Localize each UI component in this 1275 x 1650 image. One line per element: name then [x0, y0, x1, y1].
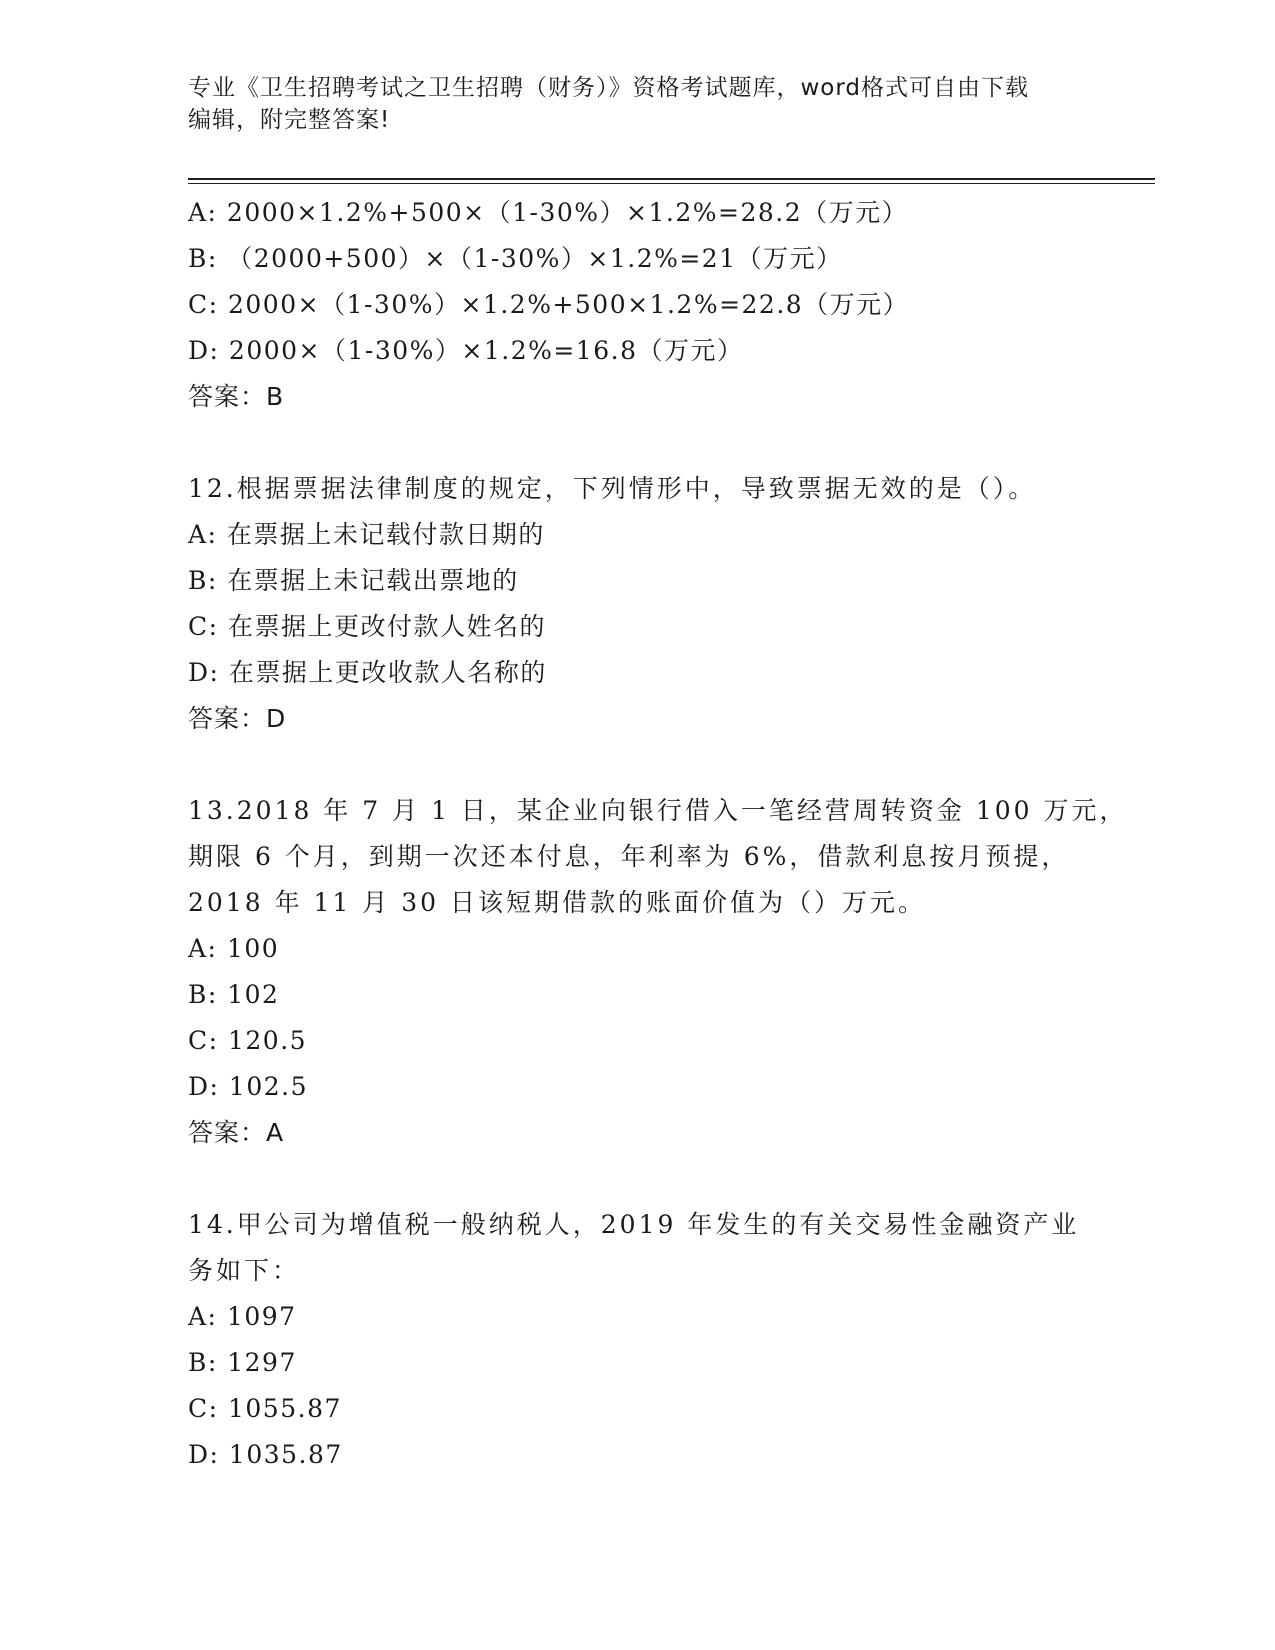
header-divider-thin: [188, 183, 1155, 184]
header-divider-thick: [188, 178, 1155, 180]
question-stem-line-2: 务如下：: [188, 1256, 301, 1285]
question-13: [188, 788, 1148, 1156]
question-stem: 12.根据票据法律制度的规定，下列情形中，导致票据无效的是（）。: [188, 474, 1037, 503]
question-stem-line-1: 13.2018 年 7 月 1 日，某企业向银行借入一笔经营周转资金 100 万元，: [188, 796, 1128, 825]
option-b: B: 在票据上未记载出票地的: [188, 566, 519, 595]
answer: 答案：D: [188, 704, 287, 733]
option-a: A: 1097: [188, 1302, 297, 1331]
answer: 答案：A: [188, 1118, 285, 1147]
question-11: [188, 190, 1148, 420]
question-14: [188, 1202, 1148, 1478]
option-d: D: 2000×（1-30%）×1.2%=16.8（万元）: [188, 336, 744, 365]
option-a: A: 在票据上未记载付款日期的: [188, 520, 545, 549]
option-b: B: （2000+500）×（1-30%）×1.2%=21（万元）: [188, 244, 843, 273]
option-c: C: 1055.87: [188, 1394, 342, 1423]
header-line-2: 编辑，附完整答案!: [188, 107, 391, 133]
question-list: [188, 190, 1148, 1478]
option-a: A: 2000×1.2%+500×（1-30%）×1.2%=28.2（万元）: [188, 198, 909, 227]
document-header: [188, 72, 1088, 136]
question-stem-line-3: 2018 年 11 月 30 日该短期借款的账面价值为（）万元。: [188, 888, 926, 917]
answer: 答案：B: [188, 382, 285, 411]
question-stem-line-2: 期限 6 个月，到期一次还本付息，年利率为 6%，借款利息按月预提，: [188, 842, 1070, 871]
option-c: C: 2000×（1-30%）×1.2%+500×1.2%=22.8（万元）: [188, 290, 910, 319]
option-d: D: 102.5: [188, 1072, 308, 1101]
option-b: B: 1297: [188, 1348, 297, 1377]
question-stem-line-1: 14.甲公司为增值税一般纳税人，2019 年发生的有关交易性金融资产业: [188, 1210, 1080, 1239]
option-d: D: 在票据上更改收款人名称的: [188, 658, 547, 687]
option-c: C: 在票据上更改付款人姓名的: [188, 612, 546, 641]
question-12: [188, 466, 1148, 742]
option-d: D: 1035.87: [188, 1440, 343, 1469]
option-b: B: 102: [188, 980, 280, 1009]
option-c: C: 120.5: [188, 1026, 308, 1055]
header-line-1: 专业《卫生招聘考试之卫生招聘（财务）》资格考试题库，word格式可自由下载: [188, 75, 1030, 101]
option-a: A: 100: [188, 934, 280, 963]
